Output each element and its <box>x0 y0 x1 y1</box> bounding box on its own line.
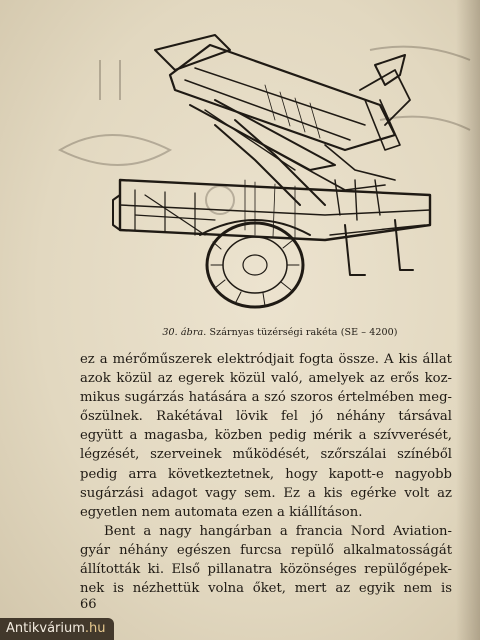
text-line: együtt a magasba, közben pedig mérik a szívverését, <box>80 428 452 444</box>
text-line: ez a mérőműszerek elektródjait fogta össze. A kis állat <box>80 352 452 367</box>
text-line: egyetlen nem automata ezen a kiállításon. <box>80 504 363 520</box>
rocket-launcher-illustration <box>95 30 455 320</box>
watermark-domain: .hu <box>84 621 106 636</box>
text-line: légzését, szerveinek működését, szőrszálai színéből <box>80 447 452 463</box>
text-line: Bent a nagy hangárban a francia Nord Aviation- <box>104 523 452 539</box>
spine-shadow <box>456 0 480 640</box>
body-text <box>80 350 452 598</box>
figure-caption <box>120 327 440 338</box>
text-line: állították ki. Első pillanatra közönséges repülőgépek- <box>80 562 452 578</box>
watermark-brand: Antikvárium <box>6 621 85 636</box>
text-line: mikus sugárzás hatására a szó szoros értelmében meg- <box>80 390 452 406</box>
figure-caption-text: Szárnyas tüzérségi rakéta (SE – 4200) <box>209 327 398 338</box>
page-number: 66 <box>80 597 97 612</box>
text-line: sugárzási adagot vagy sem. Ez a kis egérke volt az <box>80 485 452 501</box>
text-line: gyár néhány egészen furcsa repülő alkalmatosságát <box>80 542 452 558</box>
text-line: azok közül az egerek közül való, amelyek az erős koz- <box>80 371 452 387</box>
watermark-logo <box>0 618 114 640</box>
text-line: nek is nézhettük volna őket, mert az egyik nem is <box>80 581 452 597</box>
figure-number: 30. ábra. <box>162 327 207 338</box>
text-line: őszülnek. Rakétával lövik fel jó néhány társával <box>80 409 452 425</box>
text-line: pedig arra következtetnek, hogy kapott-e nagyobb <box>80 466 452 482</box>
